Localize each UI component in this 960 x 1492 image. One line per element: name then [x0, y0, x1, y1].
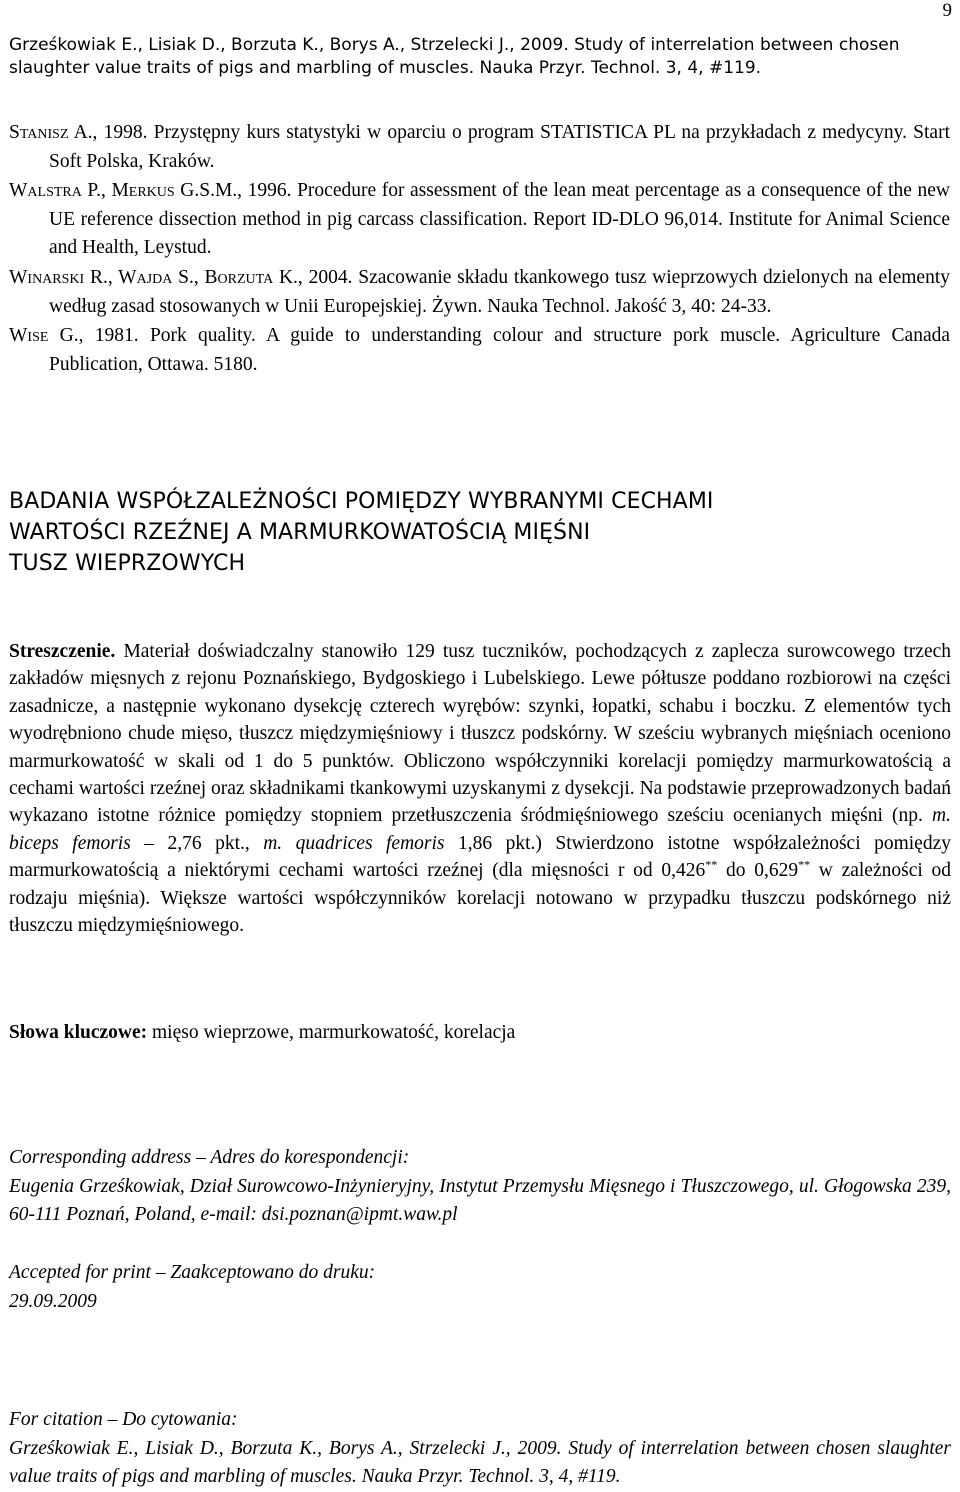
running-header: Grześkowiak E., Lisiak D., Borzuta K., Borys A., Strzelecki J., 2009. Study of interrelation between chosen slaughter value traits of pigs and marbling of muscles. Nauka Przyr. Technol. 3, 4, #119.	[9, 35, 900, 78]
page-number: 9	[942, 0, 952, 21]
abstract-text: – 2,76 pkt.,	[130, 832, 264, 854]
title-line: BADANIA WSPÓŁZALEŻNOŚCI POMIĘDZY WYBRANYMI CECHAMI	[9, 489, 714, 514]
muscle-name: m. quadrices femoris	[263, 832, 445, 854]
reference-text: Procedure for assessment of the lean meat percentage as a consequence of the new UE reference dissection method in pig carcass classification. Report ID-DLO 96,014. Institute for Animal Science and Health, Leystud.	[49, 180, 950, 259]
reference-text: Pork quality. A guide to understanding colour and structure pork muscle. Agriculture Canada Publication, Ottawa. 5180.	[49, 325, 951, 375]
reference-text: Przystępny kurs statystyki w oparciu o program STATISTICA PL na przykładach z medycyny. Start Soft Polska, Kraków.	[49, 122, 950, 172]
abstract-text: 1,86 pkt.) Stwierdzono istotne współzależności pomiędzy marmurkowatością a niektórymi cechami wartości rzeźnej (dla mięsności r od 0,426	[9, 832, 951, 882]
reference-list	[9, 119, 950, 380]
citation-block	[9, 1406, 951, 1492]
correspondence-text: Eugenia Grześkowiak, Dział Surowcowo-Inżynieryjny, Instytut Przemysłu Mięsnego i Tłuszczowego, ul. Głogowska 239, 60-111 Poznań, Poland, e-mail: dsi.poznan@ipmt.waw.pl	[9, 1175, 951, 1225]
citation-text: Grześkowiak E., Lisiak D., Borzuta K., Borys A., Strzelecki J., 2009. Study of interrelation between chosen slaughter value traits of pigs and marbling of muscles. Nauka Przyr. Technol. 3, 4, #119.	[9, 1437, 951, 1487]
reference-item	[9, 119, 950, 176]
significance-mark: **	[798, 857, 811, 872]
reference-text: Szacowanie składu tkankowego tusz wieprzowych dzielonych na elementy według zasad stosowanych w Unii Europejskiej. Żywn. Nauka Technol. Jakość 3, 40: 24-33.	[49, 266, 951, 317]
abstract-text: do 0,629	[717, 860, 799, 882]
reference-item	[9, 264, 950, 321]
accepted-heading: Accepted for print – Zaakceptowano do druku:	[9, 1262, 376, 1283]
title-line: WARTOŚCI RZEŹNEJ A MARMURKOWATOŚCIĄ MIĘŚNI	[9, 520, 591, 545]
abstract-label: Streszczenie.	[9, 641, 116, 662]
abstract-text: w zależności od rodzaju mięśnia). Większe wartości współczynników korelacji notowano w przypadku tłuszczu podskórnego niż tłuszczu międzymięśniowego.	[9, 860, 951, 937]
reference-authors: Stanisz A., 1998.	[9, 122, 148, 143]
keywords	[9, 1019, 951, 1046]
reference-item	[9, 177, 950, 263]
reference-authors: Winarski R., Wajda S., Borzuta K., 2004.	[9, 266, 353, 288]
accepted-date: 29.09.2009	[9, 1290, 97, 1312]
keywords-label: Słowa kluczowe:	[9, 1022, 148, 1043]
abstract	[9, 638, 951, 939]
article-title	[9, 486, 949, 579]
accepted-block	[9, 1259, 951, 1316]
keywords-text: mięso wieprzowe, marmurkowatość, korelacja	[147, 1022, 516, 1043]
reference-authors: Wise G., 1981.	[9, 325, 139, 347]
abstract-text: Materiał doświadczalny stanowiło 129 tusz tuczników, pochodzących z zaplecza surowcowego trzech zakładów mięsnych z rejonu Poznańskiego, Bydgoskiego i Lubelskiego. Lewe półtusze poddano rozbiorowi na części zasadnicze, a następnie wykonano dysekcję czterech wyrębów: szynki, łopatki, schabu i boczku. Z elementów tych wyodrębniono chude mięso, tłuszcz międzymięśniowy i tłuszcz podskórny. W sześciu wybranych mięśniach oceniono marmurkowatość w skali od 1 do 5 punktów. Obliczono współczynniki korelacji pomiędzy marmurkowatością a cechami wartości rzeźnej oraz składnikami tkankowymi uzyskanymi z dysekcji. Na podstawie przeprowadzonych badań wykazano istotne różnice pomiędzy stopniem przetłuszczenia śródmięśniowego sześciu ocenianych mięśni (np.	[9, 641, 952, 827]
significance-mark: **	[705, 857, 718, 872]
reference-authors: Walstra P., Merkus G.S.M., 1996.	[9, 180, 292, 202]
citation-heading: For citation – Do cytowania:	[9, 1409, 238, 1430]
title-line: TUSZ WIEPRZOWYCH	[9, 551, 246, 576]
correspondence-block	[9, 1144, 951, 1230]
reference-item	[9, 322, 950, 379]
muscle-name: m. biceps femoris	[9, 805, 952, 854]
correspondence-heading: Corresponding address – Adres do korespondencji:	[9, 1147, 410, 1168]
